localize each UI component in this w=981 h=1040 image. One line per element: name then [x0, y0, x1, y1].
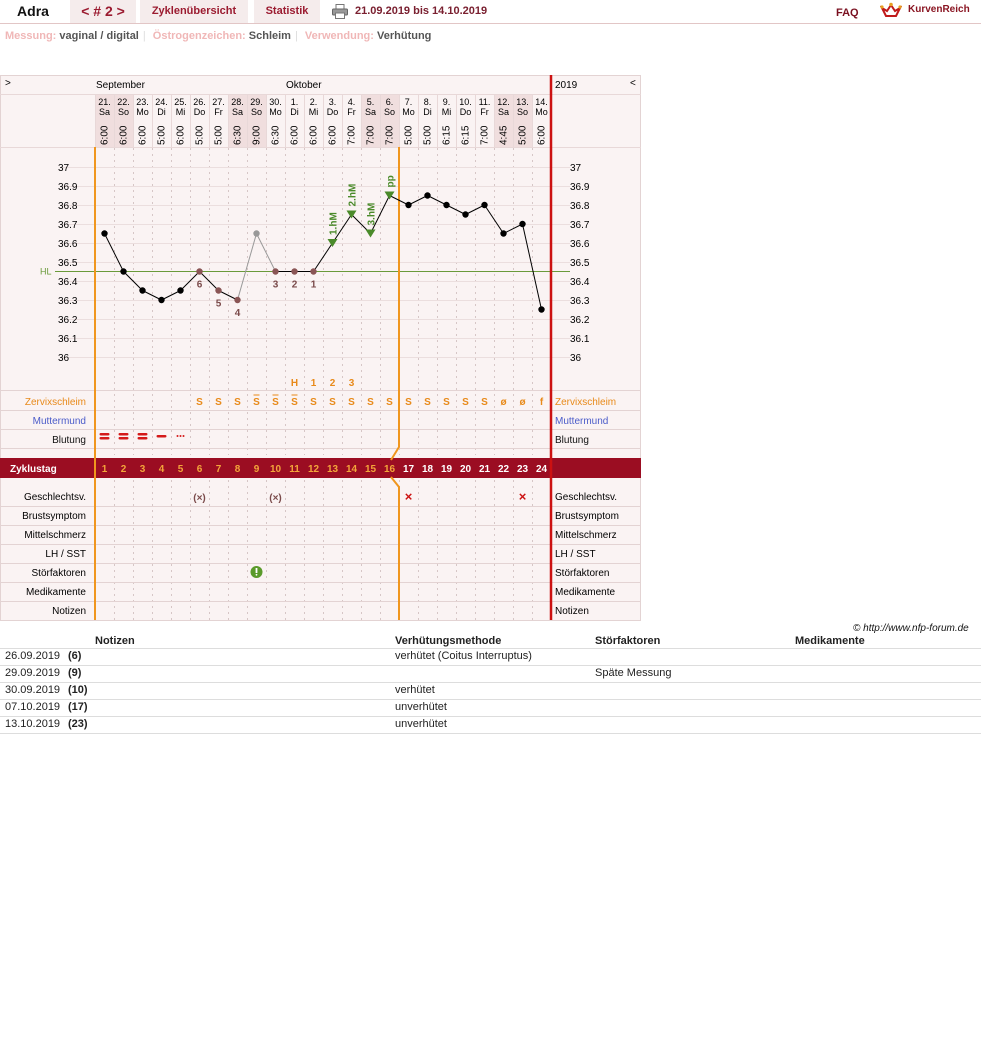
statistics-tab[interactable]: Statistik [254, 0, 320, 23]
header-notes: Notizen [95, 635, 135, 647]
measure-time: 7:00 [479, 125, 491, 145]
measure-value: vaginal / digital [59, 30, 139, 42]
row-label-right: LH / SST [555, 549, 596, 560]
bleeding-spotting-mark [183, 435, 185, 437]
row-day: (10) [68, 684, 88, 696]
mucus-symbol: S [424, 397, 431, 408]
measurement-info: Messung: vaginal / digital | Östrogenzeichen: Schleim | Verwendung: Verhütung [5, 30, 432, 42]
mucus-symbol: ø [500, 397, 507, 408]
low-count-label: 4 [234, 308, 241, 319]
y-tick-right: 36.9 [570, 182, 590, 193]
row-method: verhütet (Coitus Interruptus) [395, 650, 532, 662]
table-row [0, 700, 981, 717]
y-tick-right: 36.4 [570, 277, 590, 288]
notes-table [0, 634, 981, 734]
day-weekday: Sa [497, 107, 510, 117]
row-label-right: Notizen [555, 606, 589, 617]
measure-time: 6:30 [232, 125, 244, 145]
row-label: Störfaktoren [31, 568, 86, 579]
chart-canvas [0, 75, 641, 621]
low-count-label: 6 [196, 279, 203, 291]
measure-time: 5:00 [156, 125, 168, 145]
low-count-label: 2 [291, 279, 298, 291]
row-method: verhütet [395, 684, 435, 696]
temperature-point [196, 268, 202, 274]
table-row [0, 649, 981, 666]
temperature-point [101, 230, 107, 236]
day-weekday: Mo [402, 107, 415, 117]
y-tick-left: 36.1 [58, 334, 78, 345]
header-method: Verhütungsmethode [395, 635, 502, 647]
row-label: Notizen [52, 606, 86, 617]
day-weekday: Mo [535, 107, 548, 117]
row-label: Medikamente [25, 587, 86, 598]
cycle-day-number: 24 [535, 464, 548, 475]
mucus-count-marker: H [290, 378, 299, 389]
temperature-point [253, 230, 259, 236]
temperature-point [272, 268, 278, 274]
day-date: 26. [193, 97, 206, 107]
cycle-day-number: 12 [307, 464, 320, 475]
cycle-day-number: 20 [459, 464, 472, 475]
intercourse-mark: × [404, 489, 413, 504]
day-weekday: Di [290, 107, 299, 117]
measure-time: 7:00 [384, 125, 396, 145]
row-label-right-muttermund: Muttermund [555, 416, 609, 427]
row-label: LH / SST [45, 549, 86, 560]
day-weekday: Mo [269, 107, 282, 117]
row-day: (17) [68, 701, 88, 713]
day-date: 7. [404, 97, 413, 107]
cycle-day-number: 4 [158, 464, 165, 475]
disturbance-icon-dot [256, 574, 258, 576]
bleeding-heavy-mark [119, 437, 129, 440]
measure-time: 6:00 [536, 125, 548, 145]
mucus-symbol: S [272, 397, 279, 408]
day-weekday: Fr [347, 107, 356, 117]
day-weekday: Fr [480, 107, 489, 117]
day-date: 3. [328, 97, 337, 107]
temperature-point [291, 268, 297, 274]
y-tick-right: 36.7 [570, 220, 590, 231]
mucus-symbol: S [234, 397, 241, 408]
header-disturbances: Störfaktoren [595, 635, 661, 647]
cycle-day-number: 15 [364, 464, 377, 475]
high-temp-label: 2.hM [347, 183, 359, 207]
cycle-day-number: 6 [196, 464, 203, 475]
month-label: September [96, 80, 145, 91]
printer-icon[interactable] [332, 4, 348, 19]
disturbance-icon-mark [256, 568, 258, 573]
day-date: 2. [309, 97, 318, 107]
temperature-point [519, 221, 525, 227]
measure-time: 4:45 [498, 125, 510, 145]
bleeding-heavy-mark [100, 437, 110, 440]
temperature-point [215, 287, 221, 293]
temperature-point [443, 202, 449, 208]
cycle-day-number: 21 [478, 464, 491, 475]
mucus-symbol: S [443, 397, 450, 408]
y-tick-right: 36.6 [570, 239, 590, 250]
cycle-day-number: 7 [215, 464, 222, 475]
mucus-symbol: S [291, 397, 298, 408]
mucus-symbol: S [215, 397, 222, 408]
temperature-point [177, 287, 183, 293]
prev-cycle-arrow: > [5, 78, 11, 89]
day-weekday: Mo [136, 107, 149, 117]
row-dist: Späte Messung [595, 667, 672, 679]
temperature-point [405, 202, 411, 208]
day-date: 23. [136, 97, 149, 107]
cycle-day-number: 1 [101, 464, 108, 475]
row-date: 30.09.2019 [5, 684, 61, 696]
y-tick-left: 36.5 [58, 258, 78, 269]
cycle-day-number: 3 [139, 464, 146, 475]
mucus-symbol: ø [519, 397, 526, 408]
bleeding-medium-mark [157, 435, 167, 438]
y-tick-left: 36.9 [58, 182, 78, 193]
table-row [0, 666, 981, 683]
cycle-day-number: 13 [326, 464, 339, 475]
high-temp-label: pp [385, 175, 397, 188]
bleeding-heavy-mark [138, 433, 148, 436]
day-weekday: Sa [98, 107, 111, 117]
measure-time: 6:00 [137, 125, 149, 145]
row-label-right: Medikamente [555, 587, 616, 598]
day-weekday: Di [157, 107, 166, 117]
measure-time: 5:00 [422, 125, 434, 145]
temperature-point [120, 268, 126, 274]
mucus-symbol: S [196, 397, 203, 408]
mucus-count-marker: 2 [329, 378, 336, 389]
bleeding-spotting-mark [180, 435, 182, 437]
mucus-symbol: S [310, 397, 317, 408]
brand-logo-text[interactable]: KurvenReich [908, 4, 970, 15]
day-date: 27. [212, 97, 225, 107]
cycle-day-number: 11 [289, 464, 300, 475]
cycle-navigation-button[interactable]: < # 2 > [70, 0, 136, 23]
temperature-point [234, 297, 240, 303]
y-tick-left: 36 [58, 353, 70, 364]
notes-table-header [0, 634, 981, 649]
temperature-point [139, 287, 145, 293]
row-label: Mittelschmerz [24, 530, 86, 541]
row-label: Brustsymptom [22, 511, 86, 522]
cycle-day-number: 17 [402, 464, 415, 475]
day-date: 13. [516, 97, 529, 107]
row-day: (6) [68, 650, 82, 662]
mucus-count-marker: 3 [348, 378, 355, 389]
mucus-symbol: S [462, 397, 469, 408]
y-tick-right: 36.3 [570, 296, 590, 307]
usage-value: Verhütung [377, 30, 432, 42]
next-cycle-arrow: < [630, 78, 636, 89]
cycle-overview-tab[interactable]: Zyklenübersicht [140, 0, 248, 23]
chart-background [1, 76, 641, 621]
bleeding-spotting-mark [177, 435, 179, 437]
row-date: 26.09.2019 [5, 650, 61, 662]
day-weekday: Mi [308, 107, 319, 117]
measure-label: Messung: [5, 30, 57, 42]
high-temp-label: 3.hM [366, 202, 378, 226]
measure-time: 5:00 [403, 125, 415, 145]
day-date: 10. [459, 97, 472, 107]
row-date: 07.10.2019 [5, 701, 61, 713]
mucus-symbol: S [405, 397, 412, 408]
row-label-right: Störfaktoren [555, 568, 610, 579]
temperature-point [538, 306, 544, 312]
high-temp-label: 1.hM [328, 212, 340, 235]
row-label-right: Brustsymptom [555, 511, 619, 522]
day-date: 30. [269, 97, 282, 107]
cycle-day-number: 5 [177, 464, 184, 475]
row-method: unverhütet [395, 718, 447, 730]
table-row [0, 717, 981, 734]
measure-time: 6:15 [460, 125, 472, 145]
bleeding-heavy-mark [138, 437, 148, 440]
top-navigation-bar [0, 0, 981, 24]
mucus-symbol: f [539, 397, 544, 408]
cycle-day-number: 10 [269, 464, 282, 475]
temperature-point [500, 230, 506, 236]
year-label: 2019 [555, 80, 578, 91]
y-tick-right: 36.5 [570, 258, 590, 269]
row-day: (23) [68, 718, 88, 730]
measure-time: 6:15 [441, 125, 453, 145]
measure-time: 5:00 [194, 125, 206, 145]
row-date: 29.09.2019 [5, 667, 61, 679]
temperature-point [158, 297, 164, 303]
day-date: 29. [250, 97, 263, 107]
notes-table-body [0, 649, 981, 734]
user-name: Adra [0, 0, 66, 23]
temperature-point [462, 211, 468, 217]
usage-label: Verwendung: [304, 30, 374, 42]
day-weekday: Sa [231, 107, 244, 117]
day-weekday: So [117, 107, 130, 117]
y-tick-left: 36.4 [58, 277, 78, 288]
measure-time: 5:00 [517, 125, 529, 145]
day-weekday: Do [459, 107, 472, 117]
measure-time: 7:00 [365, 125, 377, 145]
cycle-date-range: 21.09.2019 bis 14.10.2019 [355, 5, 488, 17]
measure-time: 6:00 [99, 125, 111, 145]
day-date: 25. [174, 97, 187, 107]
estrogen-value: Schleim [248, 30, 291, 42]
y-tick-left: 36.6 [58, 239, 78, 250]
measure-time: 6:00 [289, 125, 301, 145]
cycle-day-number: 16 [383, 464, 396, 475]
cycle-day-number: 19 [440, 464, 453, 475]
measure-time: 6:00 [308, 125, 320, 145]
cycle-day-number: 18 [421, 464, 434, 475]
intercourse-mark: (×) [269, 493, 282, 504]
low-count-label: 1 [310, 279, 317, 291]
measure-time: 6:00 [175, 125, 187, 145]
row-label-zervixschleim: Zervixschleim [24, 397, 86, 408]
y-tick-right: 37 [570, 163, 582, 174]
day-date: 21. [98, 97, 111, 107]
mucus-symbol: S [253, 397, 260, 408]
day-date: 8. [423, 97, 432, 107]
coverline-label: HL [40, 266, 52, 277]
header-medication: Medikamente [795, 635, 865, 647]
y-tick-left: 36.8 [58, 201, 78, 212]
day-weekday: Do [326, 107, 339, 117]
y-tick-left: 36.2 [58, 315, 78, 326]
intercourse-mark: × [518, 489, 527, 504]
day-weekday: So [250, 107, 263, 117]
temperature-point [424, 192, 430, 198]
row-label-muttermund: Muttermund [32, 416, 86, 427]
y-tick-right: 36.1 [570, 334, 590, 345]
row-date: 13.10.2019 [5, 718, 61, 730]
day-weekday: So [383, 107, 396, 117]
temperature-point [481, 202, 487, 208]
day-date: 12. [497, 97, 510, 107]
cycle-day-number: 2 [120, 464, 127, 475]
row-method: unverhütet [395, 701, 447, 713]
day-weekday: Mi [175, 107, 186, 117]
cycle-day-label: Zyklustag [10, 464, 57, 475]
day-weekday: Do [193, 107, 206, 117]
day-date: 14. [535, 97, 548, 107]
day-date: 11. [478, 97, 491, 107]
y-tick-left: 36.3 [58, 296, 78, 307]
day-date: 4. [347, 97, 356, 107]
row-label-right-blutung: Blutung [555, 435, 589, 446]
day-date: 22. [117, 97, 130, 107]
row-label: Geschlechtsv. [23, 492, 86, 503]
intercourse-mark: (×) [193, 493, 206, 504]
y-tick-right: 36.8 [570, 201, 590, 212]
y-tick-left: 37 [58, 163, 70, 174]
mucus-symbol: S [386, 397, 393, 408]
day-weekday: Mi [441, 107, 452, 117]
row-label-right: Mittelschmerz [555, 530, 617, 541]
day-date: 28. [231, 97, 244, 107]
copyright-notice: © http://www.nfp-forum.de [853, 623, 969, 634]
cycle-day-number: 9 [253, 464, 260, 475]
temperature-point [310, 268, 316, 274]
row-label-right: Geschlechtsv. [555, 492, 618, 503]
measure-time: 9:00 [251, 125, 263, 145]
cycle-day-number: 14 [345, 464, 358, 475]
mucus-symbol: S [481, 397, 488, 408]
measure-time: 6:00 [118, 125, 130, 145]
mucus-symbol: S [348, 397, 355, 408]
day-weekday: Sa [364, 107, 377, 117]
mucus-symbol: S [367, 397, 374, 408]
low-count-label: 3 [272, 279, 279, 291]
cycle-day-number: 22 [497, 464, 510, 475]
day-weekday: Fr [214, 107, 223, 117]
mucus-symbol: S [329, 397, 336, 408]
day-date: 1. [290, 97, 299, 107]
row-day: (9) [68, 667, 82, 679]
table-row [0, 683, 981, 700]
day-weekday: Di [423, 107, 432, 117]
temperature-chart [0, 75, 641, 621]
row-label-blutung: Blutung [52, 435, 86, 446]
bleeding-heavy-mark [119, 433, 129, 436]
day-date: 9. [442, 97, 451, 107]
measure-time: 6:00 [327, 125, 339, 145]
measure-time: 6:30 [270, 125, 282, 145]
faq-link[interactable]: FAQ [836, 7, 859, 19]
mucus-count-marker: 1 [310, 378, 317, 389]
month-label: Oktober [286, 80, 322, 91]
day-date: 24. [155, 97, 168, 107]
day-date: 5. [366, 97, 375, 107]
measure-time: 5:00 [213, 125, 225, 145]
cycle-day-number: 23 [516, 464, 529, 475]
day-date: 6. [385, 97, 394, 107]
day-weekday: So [516, 107, 529, 117]
y-tick-right: 36.2 [570, 315, 590, 326]
bleeding-heavy-mark [100, 433, 110, 436]
measure-time: 7:00 [346, 125, 358, 145]
row-label-right-zervixschleim: Zervixschleim [555, 397, 617, 408]
cycle-day-number: 8 [234, 464, 241, 475]
crown-logo-icon [880, 2, 902, 20]
y-tick-left: 36.7 [58, 220, 78, 231]
low-count-label: 5 [215, 298, 222, 310]
estrogen-label: Östrogenzeichen: [152, 30, 246, 42]
y-tick-right: 36 [570, 353, 582, 364]
